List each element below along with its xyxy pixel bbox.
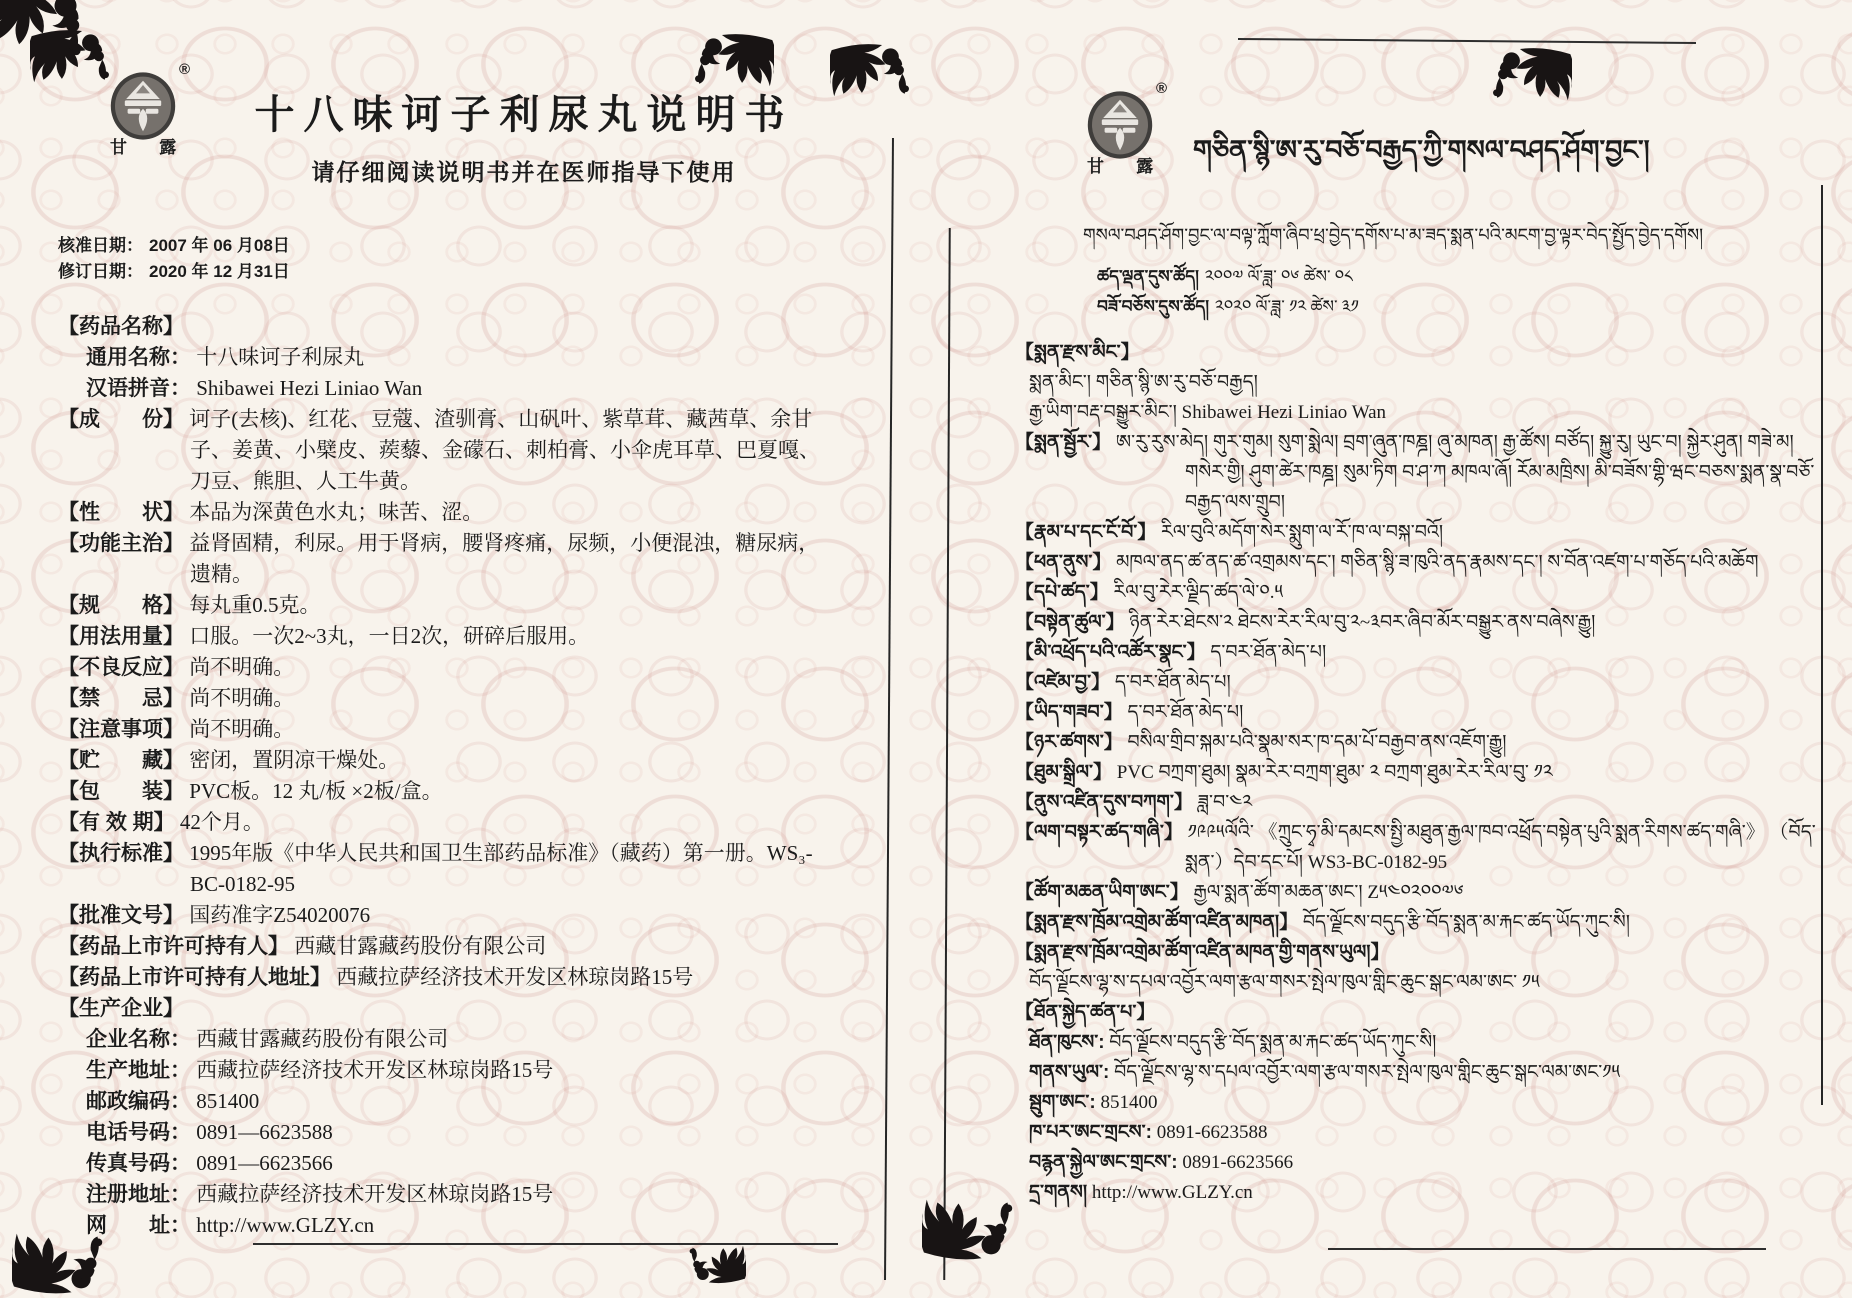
section-label: 【ཐུམ་སྒྲིལ་】: [1015, 762, 1113, 783]
section-text: ཉིན་རེར་ཐེངས་༢ ཐེངས་རེར་རིལ་བུ་༢~༣བར་ཞིབ་མོར་བསྒྱུར་ནས་བཞེས་རྒྱུ།: [1124, 612, 1596, 633]
section-label: 【禁 忌】: [58, 687, 184, 710]
section-line: [58, 497, 840, 528]
section-label: 传真号码：: [86, 1152, 191, 1175]
section-text: Shibawei Hezi Liniao Wan: [191, 376, 423, 400]
section-text: 益肾固精，利尿。用于肾病，腰肾疼痛，尿频，小便混浊，糖尿病，遗精。: [184, 531, 820, 586]
section-line: [1015, 548, 1820, 578]
section-label: 【生产企业】: [58, 997, 184, 1020]
corner-ornament-icon: [830, 40, 914, 124]
section-line: [1015, 908, 1820, 938]
section-label: 【包 装】: [58, 780, 184, 803]
section-text: 西藏拉萨经济技术开发区林琼岗路15号: [331, 965, 694, 989]
section-line: [1015, 788, 1820, 818]
revision-date-line: 修订日期： 2020 年 12 月31日: [58, 262, 290, 281]
section-line: [58, 621, 840, 652]
section-label: 【性 状】: [58, 501, 184, 524]
section-text: 0891—6623566: [191, 1151, 333, 1175]
page-title: གཅིན་སྙི་ཨ་རུ་བཅོ་བརྒྱད་ཀྱི་གསལ་བཤད་ཤོག་བྱང་།: [1193, 135, 1650, 165]
left-dates: [58, 233, 840, 285]
section-label: 邮政编码：: [86, 1090, 191, 1113]
section-line: [58, 1179, 840, 1210]
section-line: [58, 311, 840, 342]
section-label: 【མི་འཕྲོད་པའི་འཚོར་སྣང་】: [1015, 642, 1206, 663]
section-line: [58, 931, 840, 962]
section-text: བོད་ལྗོངས་ལྷ་ས་དཔལ་འབྱོར་ལག་རྩལ་གསར་སྤེལ་ཁུལ་གླིང་ཆུང་སྒང་ལམ་ཨང་༡༥: [1109, 1062, 1620, 1083]
section-line: [58, 683, 840, 714]
section-text: རྒྱ་ཡིག་བརྡ་བསྒྱུར་མིང་། Shibawei Hezi Liniao Wan: [1029, 402, 1387, 423]
section-label: གནས་ཡུལ་:: [1029, 1062, 1110, 1083]
divider-rule: [1238, 38, 1696, 44]
section-text: མཁལ་ནད་ཚ་ནད་ཚ་འགྲམས་དང་། གཅིན་སྙི་ཟ་ཁུའི་ནད་རྣམས་དང་། ས་བོན་འཛག་པ་གཅོད་པའི་མཆོག: [1111, 552, 1759, 573]
divider-rule: [1328, 1248, 1766, 1250]
section-text: 西藏甘露藏药股份有限公司: [289, 934, 547, 958]
tibetan-page: [1015, 70, 1820, 1208]
section-label: 生产地址：: [86, 1059, 191, 1082]
page-subtitle: གསལ་བཤད་ཤོག་བྱང་ལ་བལྟ་ཀློག་ཞིབ་ཕྲ་བྱེད་དགོས་པ་མ་ཟད་སྨན་པའི་མངག་བྱ་ལྟར་བེད་སྤྱོད་བྱེད་དགོས།: [1083, 225, 1704, 245]
section-text: 尚不明确。: [184, 686, 295, 710]
section-label: 通用名称：: [86, 346, 191, 369]
section-line: [58, 745, 840, 776]
section-line: [58, 342, 840, 373]
section-line: [1015, 1028, 1820, 1058]
section-label: 【注意事项】: [58, 718, 184, 741]
section-text: ༡༩༩༥ལོའི་ 《ཀྲུང་ཧྭ་མི་དམངས་སྤྱི་མཐུན་རྒྱལ་ཁབ་འཕྲོད་བསྟེན་པུའི་སྨན་རིགས་ཚད་གཞི་》 （བོད་སྨན་）དེབ་དང་པོ། WS3-BC-0182-95: [1182, 822, 1816, 873]
page-title: 十八味诃子利尿丸说明书: [254, 93, 794, 137]
section-label: དྲ་གནས།: [1029, 1182, 1088, 1203]
section-text: 851400: [1095, 1092, 1158, 1113]
section-label: 【用法用量】: [58, 625, 184, 648]
section-text: རྒྱལ་སྨན་ཚོག་མཆན་ཨང་། Z༥༤༠༢༠༠༧༦: [1188, 882, 1464, 903]
section-line: [58, 528, 840, 590]
section-line: [1015, 1058, 1820, 1088]
right-dates: [1097, 262, 1820, 322]
section-text: བོད་ལྗོངས་བདུད་རྩི་བོད་སྨན་མ་རྐང་ཚད་ཡོད་ཀུང་སི།: [1298, 912, 1630, 933]
section-line: [58, 404, 840, 497]
section-text: ད་བར་ཐོན་མེད་པ།: [1110, 672, 1231, 693]
section-line: [58, 373, 840, 404]
page-subtitle: 请仔细阅读说明书并在医师指导下使用: [311, 159, 737, 185]
section-line: [58, 1148, 840, 1179]
page-edge-line: [1821, 185, 1823, 1105]
section-label: 注册地址：: [86, 1183, 191, 1206]
section-label: 【སྨན་རྫས་ཁྲོམ་འགྲེམ་ཚོག་འཛིན་མཁན།】: [1015, 912, 1299, 933]
section-line: [1015, 1088, 1820, 1118]
section-text: 尚不明确。: [184, 655, 295, 679]
section-line: [1015, 938, 1820, 968]
section-label: 【ཕན་ནུས་】: [1015, 552, 1112, 573]
section-line: [1015, 608, 1820, 638]
section-label: 【སྨན་རྫས་མིང་】: [1015, 342, 1140, 363]
right-sections: [1015, 338, 1820, 1208]
ganlu-logo-text: 甘 露: [1087, 157, 1168, 176]
page-fold-line: [884, 138, 894, 1280]
section-text: 西藏拉萨经济技术开发区林琼岗路15号: [191, 1058, 554, 1082]
section-label: 【贮 藏】: [58, 749, 184, 772]
section-label: 【ཉར་ཚགས་】: [1015, 732, 1123, 753]
section-text: བོད་ལྗོངས་ལྷ་ས་དཔལ་འབྱོར་ལག་རྩལ་གསར་སྤེལ་ཁུལ་གླིང་ཆུང་སྒང་ལམ་ཨང་ ༡༥: [1029, 972, 1540, 993]
section-text: 1995年版《中华人民共和国卫生部药品标准》（藏药）第一册。WS₃-BC-0182-95: [184, 841, 813, 896]
section-line: [58, 1055, 840, 1086]
section-line: [1015, 518, 1820, 548]
section-text: 国药准字Z54020076: [184, 903, 371, 927]
section-text: བསིལ་གྲིབ་སྐམ་པའི་སྣམ་སར་ཁ་དམ་པོ་བརྒྱབ་ནས་འཇོག་རྒྱུ།: [1122, 732, 1507, 753]
section-label: 【ལག་བསྟར་ཚད་གཞི་】: [1015, 822, 1183, 843]
section-line: [1015, 1178, 1820, 1208]
section-line: [58, 714, 840, 745]
section-text: ཨ་རུ་རུས་མེད། གུར་གུམ། སུག་སྨེལ། བྲག་ཞུན་ཁཎྜ། ཞུ་མཁན། རྒྱ་ཚོས། བཙོད། སྐྱུ་རུ། ཡུང་བ། སྐྱེར་ཤུན། གཟེ་མ། གསེར་གྱི། ཤུག་ཚེར་ཁཎྜ། སུམ་ཏིག བ་ཤ་ཀ མཁལ་ཞོ། རོམ་མཁྲིས། མི་བཟོས་གྷི་ཝང་བཅས་སྨན་སྣ་བཅོ་བརྒྱད་ལས་གྲུབ།: [1111, 432, 1815, 513]
section-text: 西藏拉萨经济技术开发区林琼岗路15号: [191, 1182, 554, 1206]
section-label: བརྙན་སྐྱེལ་ཨང་གྲངས་:: [1029, 1152, 1178, 1173]
section-text: http://www.GLZY.cn: [1087, 1182, 1253, 1203]
section-line: [58, 776, 840, 807]
approval-date-line: 核准日期： 2007 年 06 月08日: [58, 236, 290, 255]
section-line: [58, 1210, 840, 1241]
section-text: 尚不明确。: [184, 717, 295, 741]
section-label: 电话号码：: [86, 1121, 191, 1144]
section-label: སྦུག་ཨང་:: [1029, 1092, 1096, 1113]
section-text: 0891—6623588: [191, 1120, 333, 1144]
section-text: བོད་ལྗོངས་བདུད་རྩི་བོད་སྨན་མ་རྐང་ཚད་ཡོད་ཀུང་སི།: [1104, 1032, 1437, 1053]
section-text: ཟླ་བ་༤༢: [1192, 792, 1253, 813]
section-label: 【有 效 期】: [58, 811, 175, 834]
section-label: 【执行标准】: [58, 842, 184, 865]
section-line: [1015, 998, 1820, 1028]
section-text: 本品为深黄色水丸；味苦、涩。: [184, 500, 484, 524]
section-line: [58, 1117, 840, 1148]
section-line: [1015, 428, 1820, 518]
section-label: ཁ་པར་ཨང་གྲངས་:: [1029, 1122, 1152, 1143]
section-line: [1015, 338, 1820, 368]
ganlu-logo-text: 甘 露: [110, 138, 191, 157]
registered-mark: ®: [178, 61, 190, 78]
divider-rule: [253, 1243, 838, 1245]
section-text: ད་བར་ཐོན་མེད་པ།: [1122, 702, 1244, 723]
section-text: 诃子(去核)、红花、豆蔻、渣驯膏、山矾叶、紫草茸、藏茜草、余甘子、姜黄、小檗皮、蒺藜、金礞石、刺柏膏、小伞虎耳草、巴夏嘎、刀豆、熊胆、人工牛黄。: [184, 407, 820, 493]
section-text: PVC བཀྲག་ཐུམ། སྣམ་རེར་བཀྲག་ཐུམ་ ༢ བཀྲག་ཐུམ་རེར་རིལ་བུ་ ༡༢: [1112, 762, 1553, 783]
section-line: [58, 1024, 840, 1055]
section-label: 【成 份】: [58, 408, 184, 431]
section-line: [1015, 728, 1820, 758]
section-label: 汉语拼音：: [86, 377, 191, 400]
section-line: [1015, 398, 1820, 428]
section-label: 【སྨན་རྫས་ཁྲོམ་འགྲེམ་ཚོག་འཛིན་མཁན་གྱི་གནས་ཡུལ།】: [1015, 942, 1390, 963]
section-label: ཐོན་ཁུངས་:: [1029, 1032, 1105, 1053]
section-label: 企业名称：: [86, 1028, 191, 1051]
right-header: [1015, 70, 1820, 248]
section-text: 0891-6623588: [1151, 1122, 1268, 1143]
section-label: 【དཔེ་ཚད་】: [1015, 582, 1109, 603]
section-text: ད་བར་ཐོན་མེད་པ།: [1205, 642, 1327, 663]
section-label: 【规 格】: [58, 594, 184, 617]
section-line: [58, 900, 840, 931]
chinese-page: [58, 55, 840, 1241]
section-text: སྨན་མིང་། གཅིན་སྙི་ཨ་རུ་བཅོ་བརྒྱད།: [1029, 372, 1258, 393]
section-label: 【སྨན་སྦྱོར་】: [1015, 432, 1112, 453]
section-line: [1015, 878, 1820, 908]
section-label: 【ཐོན་སྐྱེད་ཚན་པ་】: [1015, 1002, 1156, 1023]
section-text: 密闭，置阴凉干燥处。: [184, 748, 400, 772]
section-text: 0891-6623566: [1177, 1152, 1294, 1173]
section-label: 【药品名称】: [58, 315, 184, 338]
section-line: [58, 652, 840, 683]
section-text: 851400: [191, 1089, 260, 1113]
section-text: 42个月。: [174, 810, 264, 834]
ganlu-logo: [100, 61, 191, 158]
section-label: 【功能主治】: [58, 532, 184, 555]
registered-mark: ®: [1155, 80, 1167, 97]
section-line: [1015, 578, 1820, 608]
section-line: [1015, 758, 1820, 788]
section-text: 每丸重0.5克。: [184, 593, 321, 617]
section-text: རིལ་བུ་རེར་ལྗིད་ཚད་ལེ་༠.༥: [1108, 582, 1284, 603]
section-line: [1015, 818, 1820, 878]
section-label: 【药品上市许可持有人】: [58, 935, 289, 958]
section-text: 西藏甘露藏药股份有限公司: [191, 1027, 449, 1051]
left-header: [58, 55, 840, 233]
section-line: [58, 838, 840, 900]
left-sections: [58, 311, 840, 1241]
page-fold-line: [943, 228, 951, 1280]
section-text: 口服。一次2~3丸，一日2次，研碎后服用。: [184, 624, 590, 648]
section-label: 【药品上市许可持有人地址】: [58, 966, 331, 989]
revision-date-line: བཟོ་བཅོས་དུས་ཚོད། ༢༠༢༠ ལོ་ཟླ་ ༡༢ ཚེས་ ༣༡: [1097, 297, 1359, 316]
section-line: [1015, 968, 1820, 998]
section-line: [58, 807, 840, 838]
corner-ornament-icon: [922, 1168, 1018, 1264]
section-text: PVC板。12 丸/板 ×2板/盒。: [184, 779, 443, 803]
section-line: [58, 962, 840, 993]
section-text: 十八味诃子利尿丸: [191, 345, 365, 369]
section-label: 【འཛེམ་བྱ་】: [1015, 672, 1111, 693]
section-line: [58, 1086, 840, 1117]
section-label: 网 址：: [86, 1214, 191, 1237]
section-line: [1015, 668, 1820, 698]
section-line: [58, 590, 840, 621]
section-label: 【ཚོག་མཆན་ཡིག་ཨང་】: [1015, 882, 1189, 903]
section-line: [58, 993, 840, 1024]
section-label: 【བསྟེན་ཚུལ་】: [1015, 612, 1125, 633]
section-line: [1015, 698, 1820, 728]
section-line: [1015, 368, 1820, 398]
section-text: རིལ་བུའི་མདོག་སེར་སྨུག་ལ་རོ་ཁ་ལ་བསྐ་བའོ།: [1156, 522, 1444, 543]
section-label: 【ནུས་འཛིན་དུས་བཀག་】: [1015, 792, 1193, 813]
ganlu-logo: [1077, 80, 1168, 177]
section-label: 【批准文号】: [58, 904, 184, 927]
section-label: 【རྣམ་པ་དང་ངོ་བོ་】: [1015, 522, 1157, 543]
section-line: [1015, 638, 1820, 668]
section-line: [1015, 1118, 1820, 1148]
section-text: http://www.GLZY.cn: [191, 1213, 375, 1237]
section-line: [1015, 1148, 1820, 1178]
section-label: 【不良反应】: [58, 656, 184, 679]
section-label: 【ཡིད་གཟབ་】: [1015, 702, 1123, 723]
approval-date-line: ཚད་ལྡན་དུས་ཚོད། ༢༠༠༧ ལོ་ཟླ་ ༠༦ ཚེས་ ༠༨: [1097, 267, 1353, 286]
